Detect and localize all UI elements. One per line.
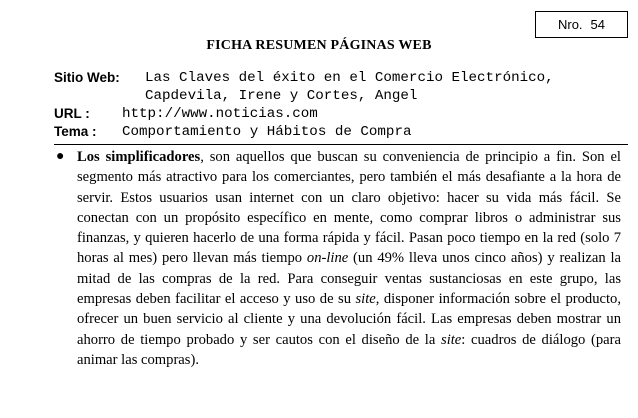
website-value-line2: Capdevila, Irene y Cortes, Angel xyxy=(145,88,418,104)
lead-term: Los simplificadores xyxy=(77,149,201,165)
topic-label: Tema : xyxy=(54,124,97,139)
record-number-value: 54 xyxy=(590,17,606,32)
topic-value: Comportamiento y Hábitos de Compra xyxy=(122,124,412,140)
italic-term-site-2: site xyxy=(441,331,462,348)
url-value: http://www.noticias.com xyxy=(122,106,318,122)
paragraph-text-3: , disponer información sobre el producto, ofrecer un buen servicio al cliente y una devolución fácil. Las empresas deben mostrar un ahorro de tiempo probado y ser cautos con el diseño de la xyxy=(77,291,622,348)
italic-term-site-1: site xyxy=(355,291,376,308)
record-number-label: Nro. xyxy=(557,17,583,32)
paragraph-text-1: , son aquellos que buscan su conveniencia de principio a fin. Son el segmento más atractivo para los comerciantes, pero también el más desafiante a la hora de servir. Estos usuarios usan internet con un claro objetivo: hacer su vida más fácil. Se conectan con un propósito específico en mente, como comprar libros o administrar sus finanzas, y quieren hacerlo de una forma rápida y fácil. Pasan poco tiempo en la red (solo 7 horas al mes) pero llevan más tiempo xyxy=(77,149,621,267)
record-number-box xyxy=(535,11,628,38)
page-title: FICHA RESUMEN PÁGINAS WEB xyxy=(206,38,432,53)
website-value-line1: Las Claves del éxito en el Comercio Electrónico, xyxy=(145,70,554,86)
italic-term-online: on-line xyxy=(306,250,349,267)
url-label: URL : xyxy=(54,106,90,121)
paragraph-text-4: : cuadros de diálogo (para animar las compras). xyxy=(77,331,621,368)
bullet-icon: ● xyxy=(56,149,65,164)
summary-paragraph xyxy=(77,147,621,370)
paragraph-text-2: (un 49% lleva unos cinco años) y realizan la mitad de las compras de la red. Para conseguir ventas sustanciosas en este grupo, las empresas deben facilitar el acceso y uso de su xyxy=(77,250,621,308)
header-divider xyxy=(54,144,628,145)
website-label: Sitio Web: xyxy=(54,70,120,85)
